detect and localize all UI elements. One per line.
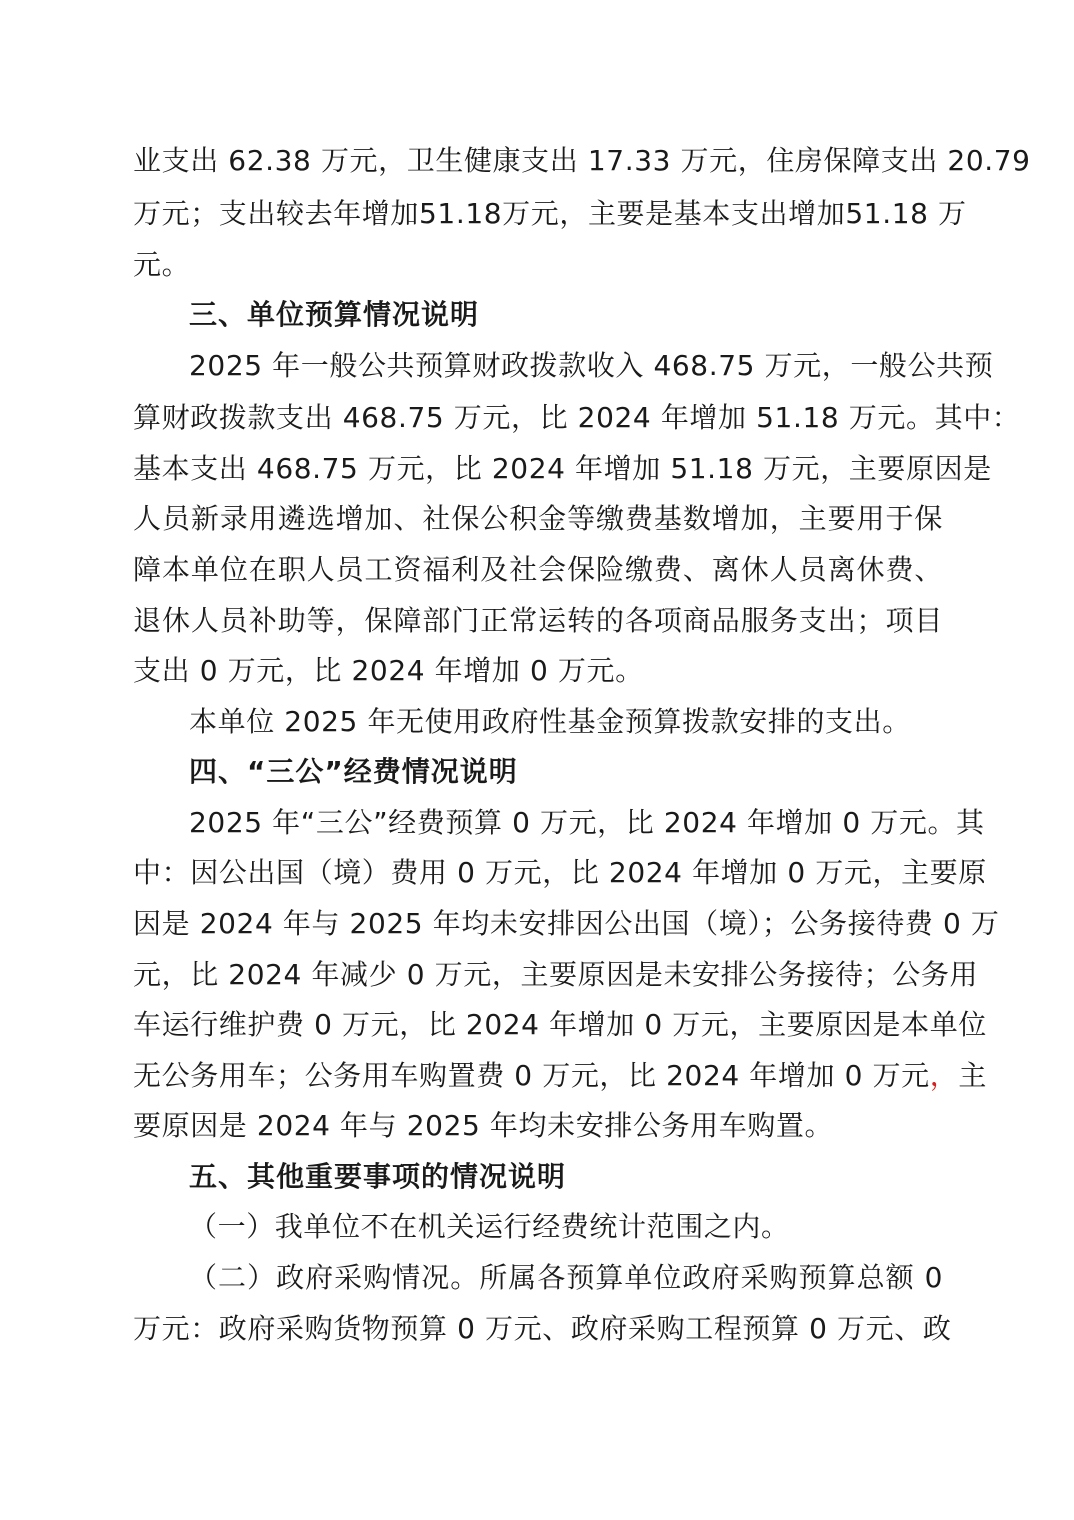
paragraph-line: 要原因是 2024 年与 2025 年均未安排公务用车购置。	[133, 1109, 834, 1142]
paragraph-line: 支出 0 万元，比 2024 年增加 0 万元。	[133, 654, 644, 687]
paragraph-line: 万元；支出较去年增加51.18万元，主要是基本支出增加51.18 万	[133, 197, 967, 230]
paragraph-line: 车运行维护费 0 万元，比 2024 年增加 0 万元，主要原因是本单位	[133, 1008, 987, 1041]
paragraph-line: （二）政府采购情况。所属各预算单位政府采购预算总额 0	[189, 1261, 943, 1294]
paragraph-line: 中：因公出国（境）费用 0 万元，比 2024 年增加 0 万元，主要原	[133, 856, 987, 889]
paragraph-line: 万元：政府采购货物预算 0 万元、政府采购工程预算 0 万元、政	[133, 1312, 952, 1345]
paragraph-line: 2025 年一般公共预算财政拨款收入 468.75 万元，一般公共预	[189, 349, 994, 382]
paragraph-line: 算财政拨款支出 468.75 万元，比 2024 年增加 51.18 万元。其中：	[133, 401, 1021, 434]
paragraph-line: （一）我单位不在机关运行经费统计范围之内。	[189, 1210, 790, 1243]
line-text-tail: 主	[958, 1059, 987, 1092]
paragraph-line: 人员新录用遴选增加、社保公积金等缴费基数增加，主要用于保	[133, 502, 943, 535]
red-comma-mark: ，	[929, 1059, 959, 1092]
section-heading: 三、单位预算情况说明	[189, 298, 480, 331]
paragraph-line: 因是 2024 年与 2025 年均未安排因公出国（境）；公务接待费 0 万	[133, 907, 1000, 940]
line-text	[133, 1056, 958, 1096]
section-heading: 五、其他重要事项的情况说明	[189, 1160, 567, 1193]
section-heading: 四、“三公”经费情况说明	[189, 755, 518, 788]
paragraph-line: 障本单位在职人员工资福利及社会保险缴费、离休人员离休费、	[133, 553, 943, 586]
paragraph-line: 元，比 2024 年减少 0 万元，主要原因是未安排公务接待；公务用	[133, 958, 979, 991]
paragraph-line: 退休人员补助等，保障部门正常运转的各项商品服务支出；项目	[133, 604, 943, 637]
paragraph-line: 业支出 62.38 万元，卫生健康支出 17.33 万元，住房保障支出 20.79	[133, 144, 1031, 177]
paragraph-line	[133, 1056, 987, 1096]
paragraph-line: 基本支出 468.75 万元，比 2024 年增加 51.18 万元，主要原因是	[133, 452, 992, 485]
line-text-main: 无公务用车；公务用车购置费 0 万元，比 2024 年增加 0 万元	[133, 1059, 930, 1092]
paragraph-line: 元。	[133, 248, 191, 281]
paragraph-line: 本单位 2025 年无使用政府性基金预算拨款安排的支出。	[189, 705, 911, 738]
paragraph-line: 2025 年“三公”经费预算 0 万元，比 2024 年增加 0 万元。其	[189, 806, 985, 839]
